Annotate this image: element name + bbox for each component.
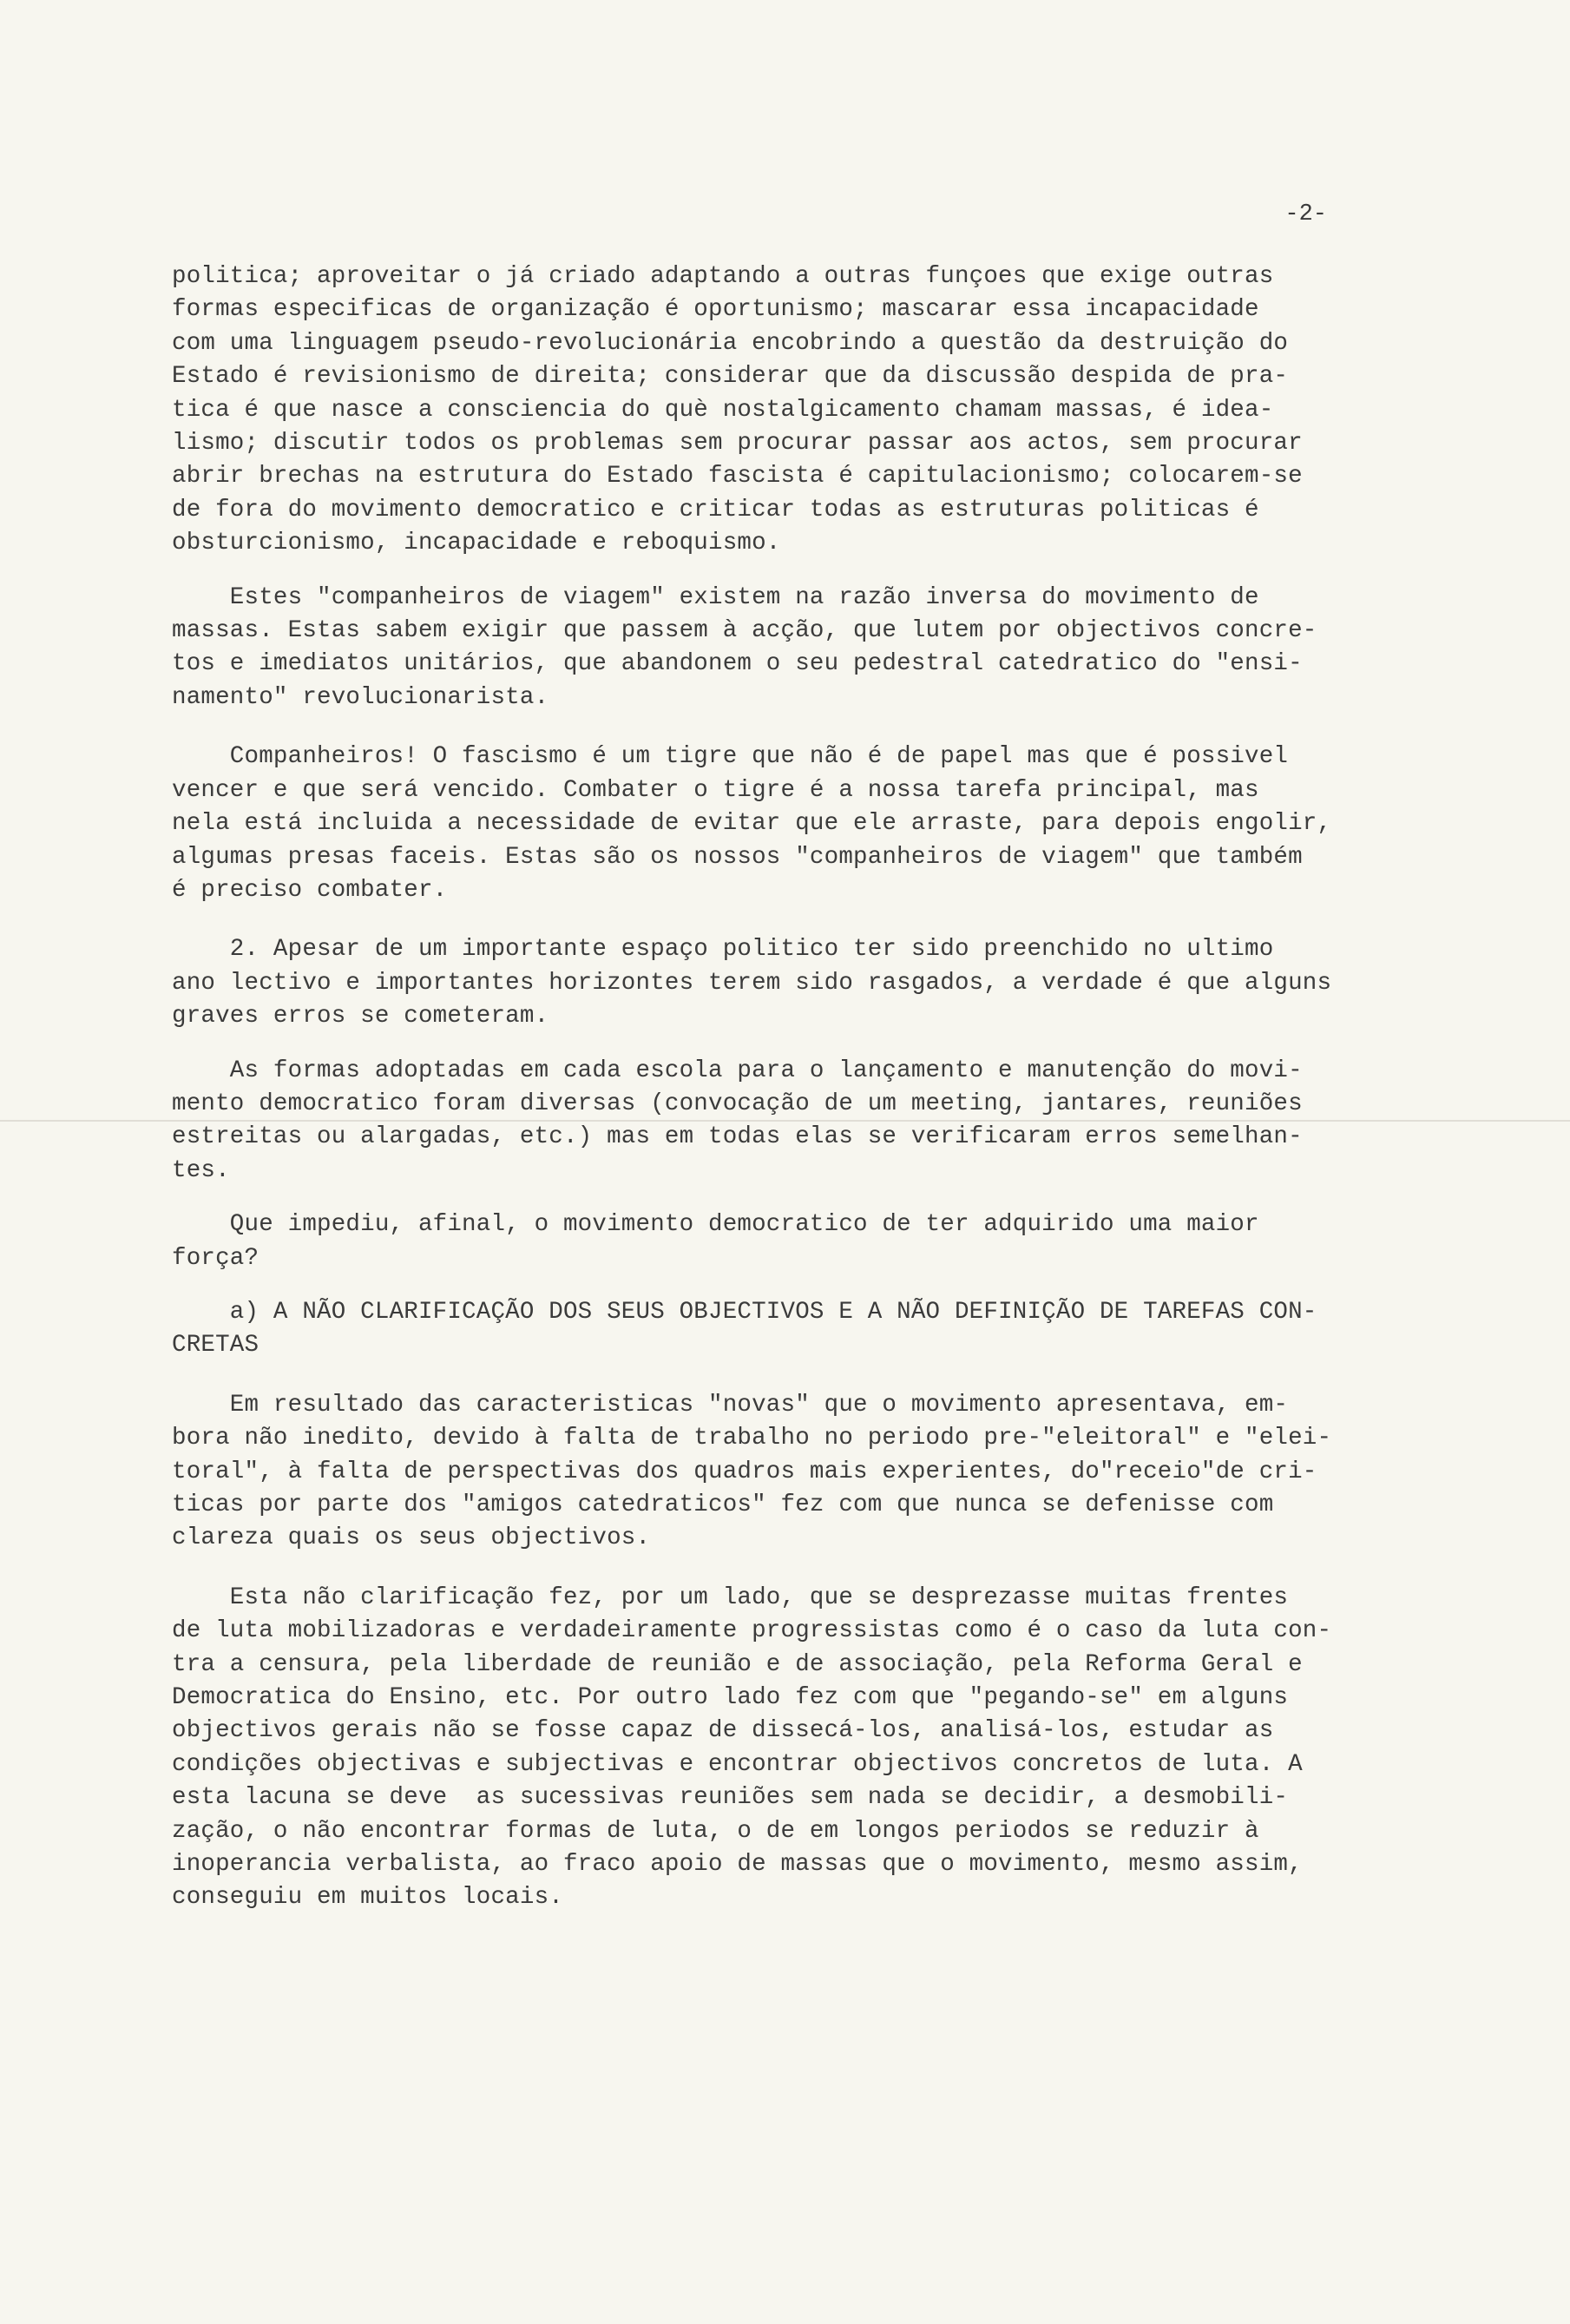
text-line: nela está incluida a necessidade de evitar que ele arraste, para depois engolir, (172, 810, 1332, 838)
text-line: tra a censura, pela liberdade de reunião e de associação, pela Reforma Geral e (172, 1650, 1303, 1678)
text-line: abrir brechas na estrutura do Estado fascista é capitulacionismo; colocarem-se (172, 463, 1303, 490)
text-line: 2. Apesar de um importante espaço politico ter sido preenchido no ultimo (172, 936, 1274, 964)
text-line: estreitas ou alargadas, etc.) mas em todas elas se verificaram erros semelhan- (172, 1123, 1303, 1151)
paragraph-1 (172, 260, 1404, 561)
text-line: As formas adoptadas em cada escola para o lançamento e manutenção do movi- (172, 1057, 1303, 1084)
text-line: Estado é revisionismo de direita; considerar que da discussão despida de pra- (172, 363, 1289, 391)
text-line: tos e imediatos unitários, que abandonem o seu pedestral catedratico do "ensi- (172, 650, 1303, 678)
text-line: tes. (172, 1156, 230, 1184)
text-line: bora não inedito, devido à falta de trabalho no periodo pre-"eleitoral" e "elei- (172, 1425, 1332, 1452)
text-line: vencer e que será vencido. Combater o tigre é a nossa tarefa principal, mas (172, 776, 1259, 804)
text-line: Democratica do Ensino, etc. Por outro lado fez com que "pegando-se" em alguns (172, 1684, 1289, 1712)
paragraph-3 (172, 741, 1404, 907)
text-line: Em resultado das caracteristicas "novas" que o movimento apresentava, em- (172, 1391, 1289, 1419)
paragraph-7 (172, 1389, 1404, 1556)
text-line: formas especificas de organização é oportunismo; mascarar essa incapacidade (172, 296, 1259, 324)
text-line: mento democratico foram diversas (convocação de um meeting, jantares, reuniões (172, 1090, 1303, 1117)
text-line: de fora do movimento democratico e criticar todas as estruturas politicas é (172, 496, 1259, 523)
text-line: Estes "companheiros de viagem" existem na razão inversa do movimento de (172, 583, 1259, 611)
text-line: politica; aproveitar o já criado adaptando a outras funçoes que exige outras (172, 263, 1274, 290)
text-line: algumas presas faceis. Estas são os nossos "companheiros de viagem" que também (172, 843, 1303, 871)
text-line: massas. Estas sabem exigir que passem à acção, que lutem por objectivos concre- (172, 617, 1317, 645)
text-line: conseguiu em muitos locais. (172, 1884, 563, 1912)
text-line: Que impediu, afinal, o movimento democratico de ter adquirido uma maior (172, 1211, 1259, 1239)
text-line: toral", à falta de perspectivas dos quadros mais experientes, do"receio"de cri- (172, 1458, 1317, 1485)
text-line: de luta mobilizadoras e verdadeiramente progressistas como é o caso da luta con- (172, 1617, 1332, 1645)
body-text (172, 260, 1404, 1915)
text-line: Companheiros! O fascismo é um tigre que não é de papel mas que é possivel (172, 743, 1289, 771)
text-line: ano lectivo e importantes horizontes terem sido rasgados, a verdade é que alguns (172, 969, 1332, 997)
text-line: CRETAS (172, 1332, 259, 1360)
paragraph-2 (172, 582, 1404, 715)
text-line: namento" revolucionarista. (172, 683, 549, 711)
text-line: zação, o não encontrar formas de luta, o de em longos periodos se reduzir à (172, 1817, 1259, 1845)
text-line: força? (172, 1244, 259, 1272)
text-line: com uma linguagem pseudo-revolucionária encobrindo a questão da destruição do (172, 329, 1289, 357)
section-heading-a (172, 1296, 1404, 1363)
text-line: inoperancia verbalista, ao fraco apoio de massas que o movimento, mesmo assim, (172, 1851, 1303, 1879)
text-line: objectivos gerais não se fosse capaz de dissecá-los, analisá-los, estudar as (172, 1717, 1274, 1745)
text-line: ticas por parte dos "amigos catedraticos" fez com que nunca se defenisse com (172, 1491, 1274, 1518)
page-number: -2- (1284, 201, 1327, 227)
text-line: obsturcionismo, incapacidade e reboquismo. (172, 530, 781, 557)
text-line: a) A NÃO CLARIFICAÇÃO DOS SEUS OBJECTIVOS E A NÃO DEFINIÇÃO DE TAREFAS CON- (172, 1298, 1317, 1326)
text-line: Esta não clarificação fez, por um lado, que se desprezasse muitas frentes (172, 1583, 1289, 1611)
paragraph-6 (172, 1208, 1404, 1275)
text-line: graves erros se cometeram. (172, 1003, 549, 1030)
paragraph-5 (172, 1055, 1404, 1188)
text-line: esta lacuna se deve as sucessivas reuniões sem nada se decidir, a desmobili- (172, 1784, 1289, 1812)
text-line: tica é que nasce a consciencia do què nostalgicamento chamam massas, é idea- (172, 396, 1274, 424)
text-line: clareza quais os seus objectivos. (172, 1524, 651, 1552)
text-line: condições objectivas e subjectivas e encontrar objectivos concretos de luta. A (172, 1750, 1303, 1778)
paragraph-8 (172, 1582, 1404, 1915)
text-line: é preciso combater. (172, 876, 448, 904)
paragraph-4 (172, 933, 1404, 1033)
text-line: lismo; discutir todos os problemas sem procurar passar aos actos, sem procurar (172, 430, 1303, 458)
